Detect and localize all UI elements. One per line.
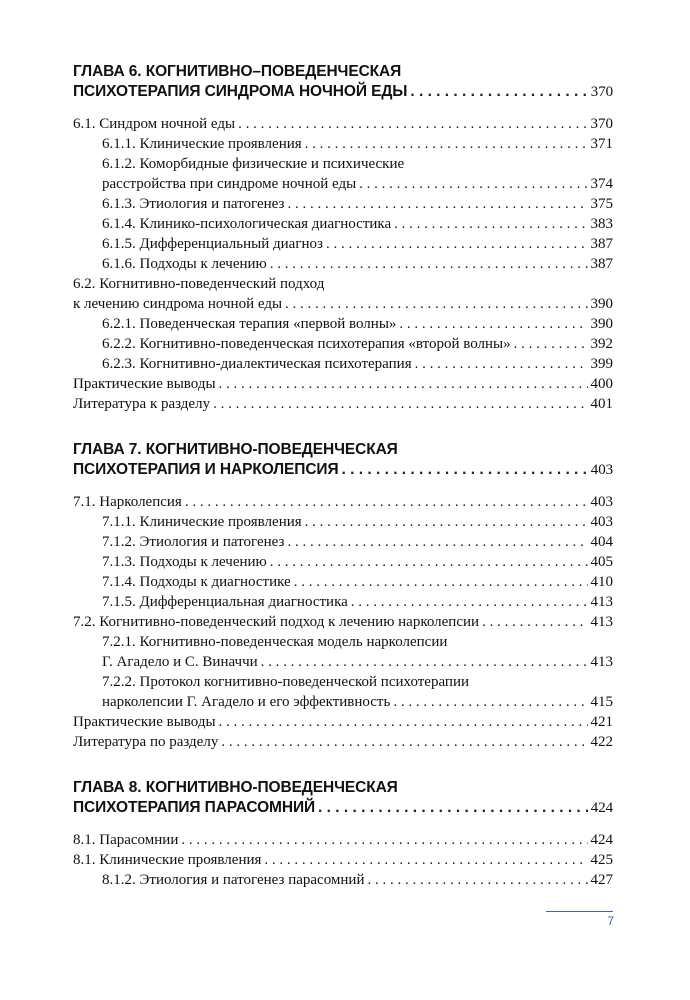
leader-dots [305, 512, 588, 532]
leader-dots [219, 374, 588, 394]
entry-page: 405 [590, 554, 613, 570]
entry-page: 390 [590, 296, 613, 312]
chapter-title-line2: ПСИХОТЕРАПИЯ СИНДРОМА НОЧНОЙ ЕДЫ [73, 83, 408, 100]
entry-text: Литература к разделу [73, 396, 211, 412]
entry-page: 424 [590, 832, 613, 848]
entry-page: 387 [590, 256, 613, 272]
chapter-title[interactable] [73, 62, 613, 102]
entry-page: 425 [590, 852, 613, 868]
leader-dots [270, 254, 588, 274]
chapter-title-line1: ГЛАВА 8. КОГНИТИВНО-ПОВЕДЕНЧЕСКАЯ [73, 779, 398, 796]
toc-entry[interactable] [73, 632, 613, 672]
entry-page: 403 [590, 514, 613, 530]
table-of-contents [73, 62, 613, 916]
toc-entry[interactable] [73, 354, 613, 374]
entry-text: Практические выводы [73, 376, 216, 392]
toc-entry[interactable] [73, 870, 613, 890]
entry-text: расстройства при синдроме ночной еды [102, 176, 357, 192]
entry-page: 371 [590, 136, 613, 152]
entry-text: 7.1.2. Этиология и патогенез [102, 534, 285, 550]
leader-dots [261, 652, 588, 672]
entry-page: 422 [590, 734, 613, 750]
entry-page: 413 [590, 654, 613, 670]
leader-dots [287, 532, 587, 552]
entry-text-line1: 7.2.2. Протокол когнитивно-поведенческой психотерапии [102, 674, 470, 690]
toc-entry[interactable] [73, 712, 613, 732]
entry-page: 390 [590, 316, 613, 332]
entry-text: Практические выводы [73, 714, 216, 730]
toc-entry[interactable] [73, 532, 613, 552]
chapter-page-number: 424 [590, 800, 613, 816]
entry-page: 403 [590, 494, 613, 510]
entry-page: 413 [590, 594, 613, 610]
entry-text: 6.1.6. Подходы к лечению [102, 256, 267, 272]
entry-text: нарколепсии Г. Агадело и его эффективность [102, 694, 391, 710]
entry-text: Литература по разделу [73, 734, 219, 750]
leader-dots [181, 830, 587, 850]
leader-dots [264, 850, 587, 870]
entry-page: 410 [590, 574, 613, 590]
toc-entry[interactable] [73, 194, 613, 214]
entry-page: 399 [590, 356, 613, 372]
toc-entry[interactable] [73, 234, 613, 254]
toc-entry[interactable] [73, 394, 613, 414]
leader-dots [351, 592, 588, 612]
leader-dots [305, 134, 588, 154]
entry-page: 374 [590, 176, 613, 192]
entry-text: 8.1.2. Этиология и патогенез парасомний [102, 872, 365, 888]
toc-entry[interactable] [73, 552, 613, 572]
entry-text: 8.1. Парасомнии [73, 832, 179, 848]
toc-entry[interactable] [73, 214, 613, 234]
entry-text-line1: 7.2.1. Когнитивно-поведенческая модель нарколепсии [102, 634, 448, 650]
chapter-title[interactable] [73, 440, 613, 480]
leader-dots [410, 82, 587, 102]
chapter-8 [73, 778, 613, 890]
leader-dots [394, 214, 587, 234]
entry-text: 6.2.3. Когнитивно-диалектическая психотерапия [102, 356, 412, 372]
toc-entry[interactable] [73, 612, 613, 632]
chapter-page-number: 403 [590, 462, 613, 478]
toc-entry[interactable] [73, 274, 613, 314]
toc-entry[interactable] [73, 492, 613, 512]
entry-text: 6.1. Синдром ночной еды [73, 116, 236, 132]
chapter-6 [73, 62, 613, 414]
entry-text: 7.1.3. Подходы к лечению [102, 554, 267, 570]
footer-rule [546, 911, 613, 912]
toc-entry[interactable] [73, 732, 613, 752]
leader-dots [294, 572, 588, 592]
entry-text: 7.1.5. Дифференциальная диагностика [102, 594, 348, 610]
toc-entry[interactable] [73, 572, 613, 592]
entry-page: 404 [590, 534, 613, 550]
entry-text-line1: 6.1.2. Коморбидные физические и психические [102, 156, 405, 172]
leader-dots [318, 798, 588, 818]
toc-entry[interactable] [73, 314, 613, 334]
entry-page: 401 [590, 396, 613, 412]
entry-page: 400 [590, 376, 613, 392]
leader-dots [185, 492, 588, 512]
entry-text: 8.1. Клинические проявления [73, 852, 262, 868]
toc-entry[interactable] [73, 334, 613, 354]
entry-page: 392 [590, 336, 613, 352]
entry-text: 6.2.1. Поведенческая терапия «первой волны» [102, 316, 397, 332]
toc-entry[interactable] [73, 154, 613, 194]
toc-entry[interactable] [73, 830, 613, 850]
entry-page: 413 [590, 614, 613, 630]
entry-page: 370 [590, 116, 613, 132]
leader-dots [482, 612, 587, 632]
leader-dots [285, 294, 587, 314]
leader-dots [287, 194, 587, 214]
toc-entry[interactable] [73, 512, 613, 532]
entry-text: 6.1.3. Этиология и патогенез [102, 196, 285, 212]
entry-page: 375 [590, 196, 613, 212]
leader-dots [213, 394, 587, 414]
page-number: 7 [607, 914, 614, 928]
leader-dots [359, 174, 587, 194]
toc-entry[interactable] [73, 374, 613, 394]
entry-text: 7.1.1. Клинические проявления [102, 514, 302, 530]
leader-dots [393, 692, 587, 712]
toc-entry[interactable] [73, 592, 613, 612]
leader-dots [270, 552, 588, 572]
entry-text: к лечению синдрома ночной еды [73, 296, 283, 312]
leader-dots [326, 234, 588, 254]
entry-page: 427 [590, 872, 613, 888]
entry-page: 383 [590, 216, 613, 232]
chapter-title-line1: ГЛАВА 7. КОГНИТИВНО-ПОВЕДЕНЧЕСКАЯ [73, 441, 398, 458]
entry-text: 7.1. Нарколепсия [73, 494, 182, 510]
chapter-page-number: 370 [590, 84, 613, 100]
leader-dots [221, 732, 587, 752]
toc-entry[interactable] [73, 850, 613, 870]
leader-dots [514, 334, 588, 354]
entry-text: Г. Агадело и С. Виначчи [102, 654, 258, 670]
chapter-title-line2: ПСИХОТЕРАПИЯ ПАРАСОМНИЙ [73, 799, 316, 816]
entry-text: 6.1.4. Клинико-психологическая диагностика [102, 216, 392, 232]
toc-entry[interactable] [73, 114, 613, 134]
entry-text: 6.2.2. Когнитивно-поведенческая психотерапия «второй волны» [102, 336, 511, 352]
chapter-title-line2: ПСИХОТЕРАПИЯ И НАРКОЛЕПСИЯ [73, 461, 339, 478]
entry-text: 7.1.4. Подходы к диагностике [102, 574, 291, 590]
chapter-title-line1: ГЛАВА 6. КОГНИТИВНО–ПОВЕДЕНЧЕСКАЯ [73, 63, 402, 80]
entry-page: 421 [590, 714, 613, 730]
leader-dots [219, 712, 588, 732]
entry-text: 7.2. Когнитивно-поведенческий подход к лечению нарколепсии [73, 614, 480, 630]
toc-entry[interactable] [73, 254, 613, 274]
entry-text-line1: 6.2. Когнитивно-поведенческий подход [73, 276, 325, 292]
toc-entry[interactable] [73, 672, 613, 712]
leader-dots [367, 870, 587, 890]
entry-text: 6.1.1. Клинические проявления [102, 136, 302, 152]
toc-entry[interactable] [73, 134, 613, 154]
leader-dots [238, 114, 587, 134]
leader-dots [415, 354, 588, 374]
chapter-title[interactable] [73, 778, 613, 818]
leader-dots [342, 460, 588, 480]
entry-page: 415 [590, 694, 613, 710]
entry-text: 6.1.5. Дифференциальный диагноз [102, 236, 323, 252]
chapter-7 [73, 440, 613, 752]
entry-page: 387 [590, 236, 613, 252]
leader-dots [399, 314, 587, 334]
